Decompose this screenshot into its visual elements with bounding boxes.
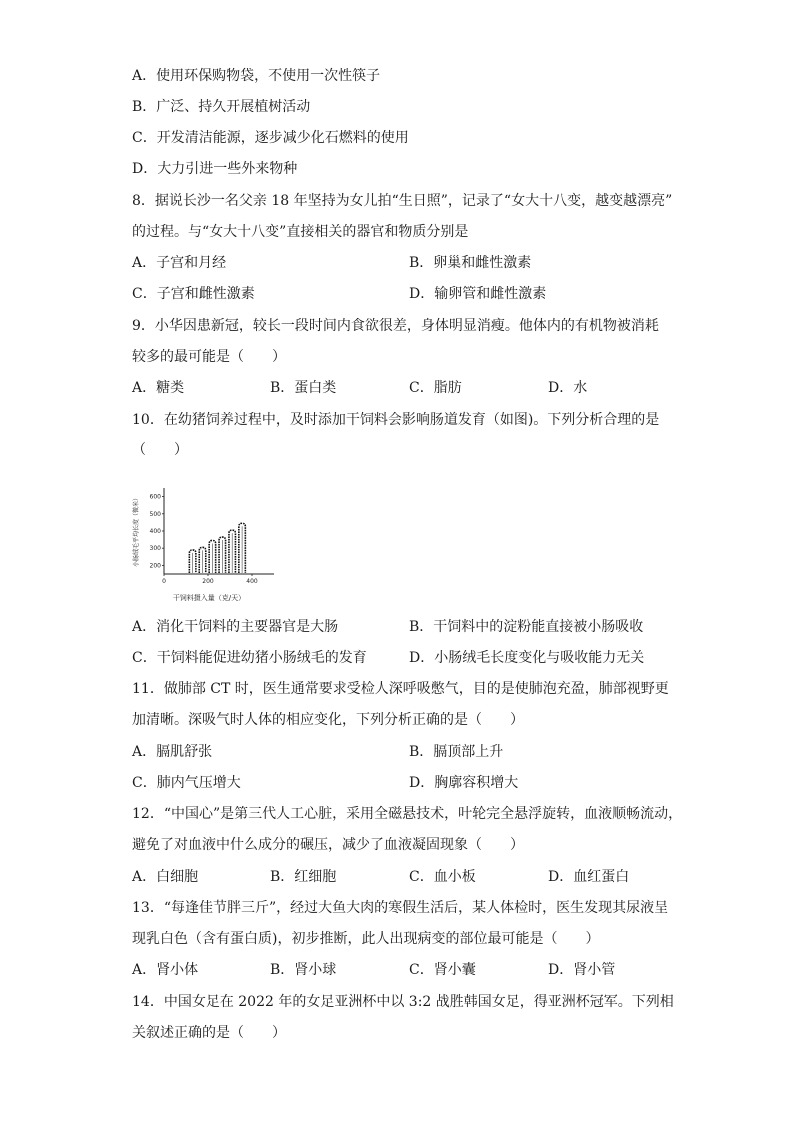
- q8-stem-line-1: 8．据说长沙一名父亲 18 年坚持为女儿拍“生日照”，记录了“女大十八变，越变越漂亮”: [132, 193, 673, 209]
- q13-stem-line-2: 现乳白色（含有蛋白质)，初步推断，此人出现病变的部位最可能是（ ）: [132, 931, 600, 947]
- q12-stem-line-2: 避免了对血液中什么成分的碾压，减少了血液凝固现象（ ）: [132, 837, 524, 853]
- q8-option-b: B．卵巢和雌性激素: [409, 255, 532, 271]
- chart-axes: [164, 488, 274, 574]
- q9-option-c: C．脂肪: [409, 380, 462, 396]
- q13-option-d: D．肾小管: [548, 962, 616, 978]
- q11-option-b: B．膈顶部上升: [409, 744, 504, 760]
- q10-option-b: B．干饲料中的淀粉能直接被小肠吸收: [409, 619, 644, 635]
- q9-stem-line-2: 较多的最可能是（ ）: [132, 349, 286, 365]
- q9-option-d: D．水: [548, 380, 588, 396]
- q8-option-d: D．输卵管和雌性激素: [409, 286, 547, 302]
- q7-option-d: D．大力引进一些外来物种: [132, 161, 298, 177]
- q11-stem-line-1: 11．做肺部 CT 时，医生通常要求受检人深呼吸憋气，目的是使肺泡充盈，肺部视野更: [132, 681, 669, 697]
- chart-y-tick-label: 400: [149, 528, 161, 535]
- q10-option-c: C．干饲料能促进幼猪小肠绒毛的发育: [132, 650, 367, 666]
- chart-y-tick-label: 500: [149, 510, 161, 518]
- chart-x-tick-label: 200: [202, 578, 214, 585]
- chart-y-tick-label: 300: [149, 545, 161, 553]
- chart-bars: [189, 523, 245, 573]
- q7-option-b: B．广泛、持久开展植树活动: [132, 99, 311, 115]
- q13-option-b: B．肾小球: [270, 962, 337, 978]
- q14-stem-line-2: 关叙述正确的是（ ）: [132, 1025, 286, 1041]
- q12-option-d: D．血红蛋白: [548, 869, 630, 885]
- villus-length-chart: [130, 478, 280, 608]
- chart-x-tick-label: 0: [162, 578, 166, 585]
- q7-option-c: C．开发清洁能源，逐步减少化石燃料的使用: [132, 130, 409, 146]
- chart-x-tick-label: 400: [246, 578, 258, 585]
- q12-option-a: A．白细胞: [132, 869, 199, 885]
- q8-option-a: A．子宫和月经: [132, 255, 227, 271]
- q10-stem-line-2: （ ）: [132, 442, 188, 458]
- q10-option-d: D．小肠绒毛长度变化与吸收能力无关: [409, 650, 645, 666]
- q8-stem-line-2: 的过程。与“女大十八变”直接相关的器官和物质分别是: [132, 224, 469, 240]
- q9-option-a: A．糖类: [132, 380, 185, 396]
- q11-option-d: D．胸廓容积增大: [409, 775, 519, 791]
- chart-y-tick-label: 200: [149, 562, 161, 570]
- q13-option-c: C．肾小囊: [409, 962, 476, 978]
- q12-option-c: C．血小板: [409, 869, 476, 885]
- q9-option-b: B．蛋白类: [270, 380, 337, 396]
- q12-stem-line-1: 12．“中国心”是第三代人工心脏，采用全磁悬技术，叶轮完全悬浮旋转，血液顺畅流动，: [132, 806, 683, 822]
- q8-option-c: C．子宫和雌性激素: [132, 286, 255, 302]
- q11-option-c: C．肺内气压增大: [132, 775, 241, 791]
- chart-x-axis-label: 干饲料摄入量（克/天）: [172, 594, 246, 602]
- q7-option-a: A．使用环保购物袋，不使用一次性筷子: [132, 68, 381, 84]
- chart-y-tick-label: 600: [149, 493, 161, 501]
- q13-option-a: A．肾小体: [132, 962, 199, 978]
- chart-ticks: [150, 494, 258, 585]
- q11-option-a: A．膈肌舒张: [132, 744, 213, 760]
- q11-stem-line-2: 加清晰。深吸气时人体的相应变化，下列分析正确的是（ ）: [132, 712, 524, 728]
- q10-stem-line-1: 10．在幼猪饲养过程中，及时添加干饲料会影响肠道发育（如图)。下列分析合理的是: [132, 412, 660, 428]
- q10-option-a: A．消化干饲料的主要器官是大肠: [132, 619, 339, 635]
- q9-stem-line-1: 9．小华因患新冠，较长一段时间内食欲很差，身体明显消瘦。他体内的有机物被消耗: [132, 318, 659, 334]
- q12-option-b: B．红细胞: [270, 869, 337, 885]
- chart-y-axis-label: 小肠绒毛平均长度（微米）: [133, 494, 140, 568]
- q14-stem-line-1: 14．中国女足在 2022 年的女足亚洲杯中以 3:2 战胜韩国女足，得亚洲杯冠军。下列相: [132, 994, 674, 1010]
- q13-stem-line-1: 13．“每逢佳节胖三斤”，经过大鱼大肉的寒假生活后，某人体检时，医生发现其尿液呈: [132, 900, 669, 916]
